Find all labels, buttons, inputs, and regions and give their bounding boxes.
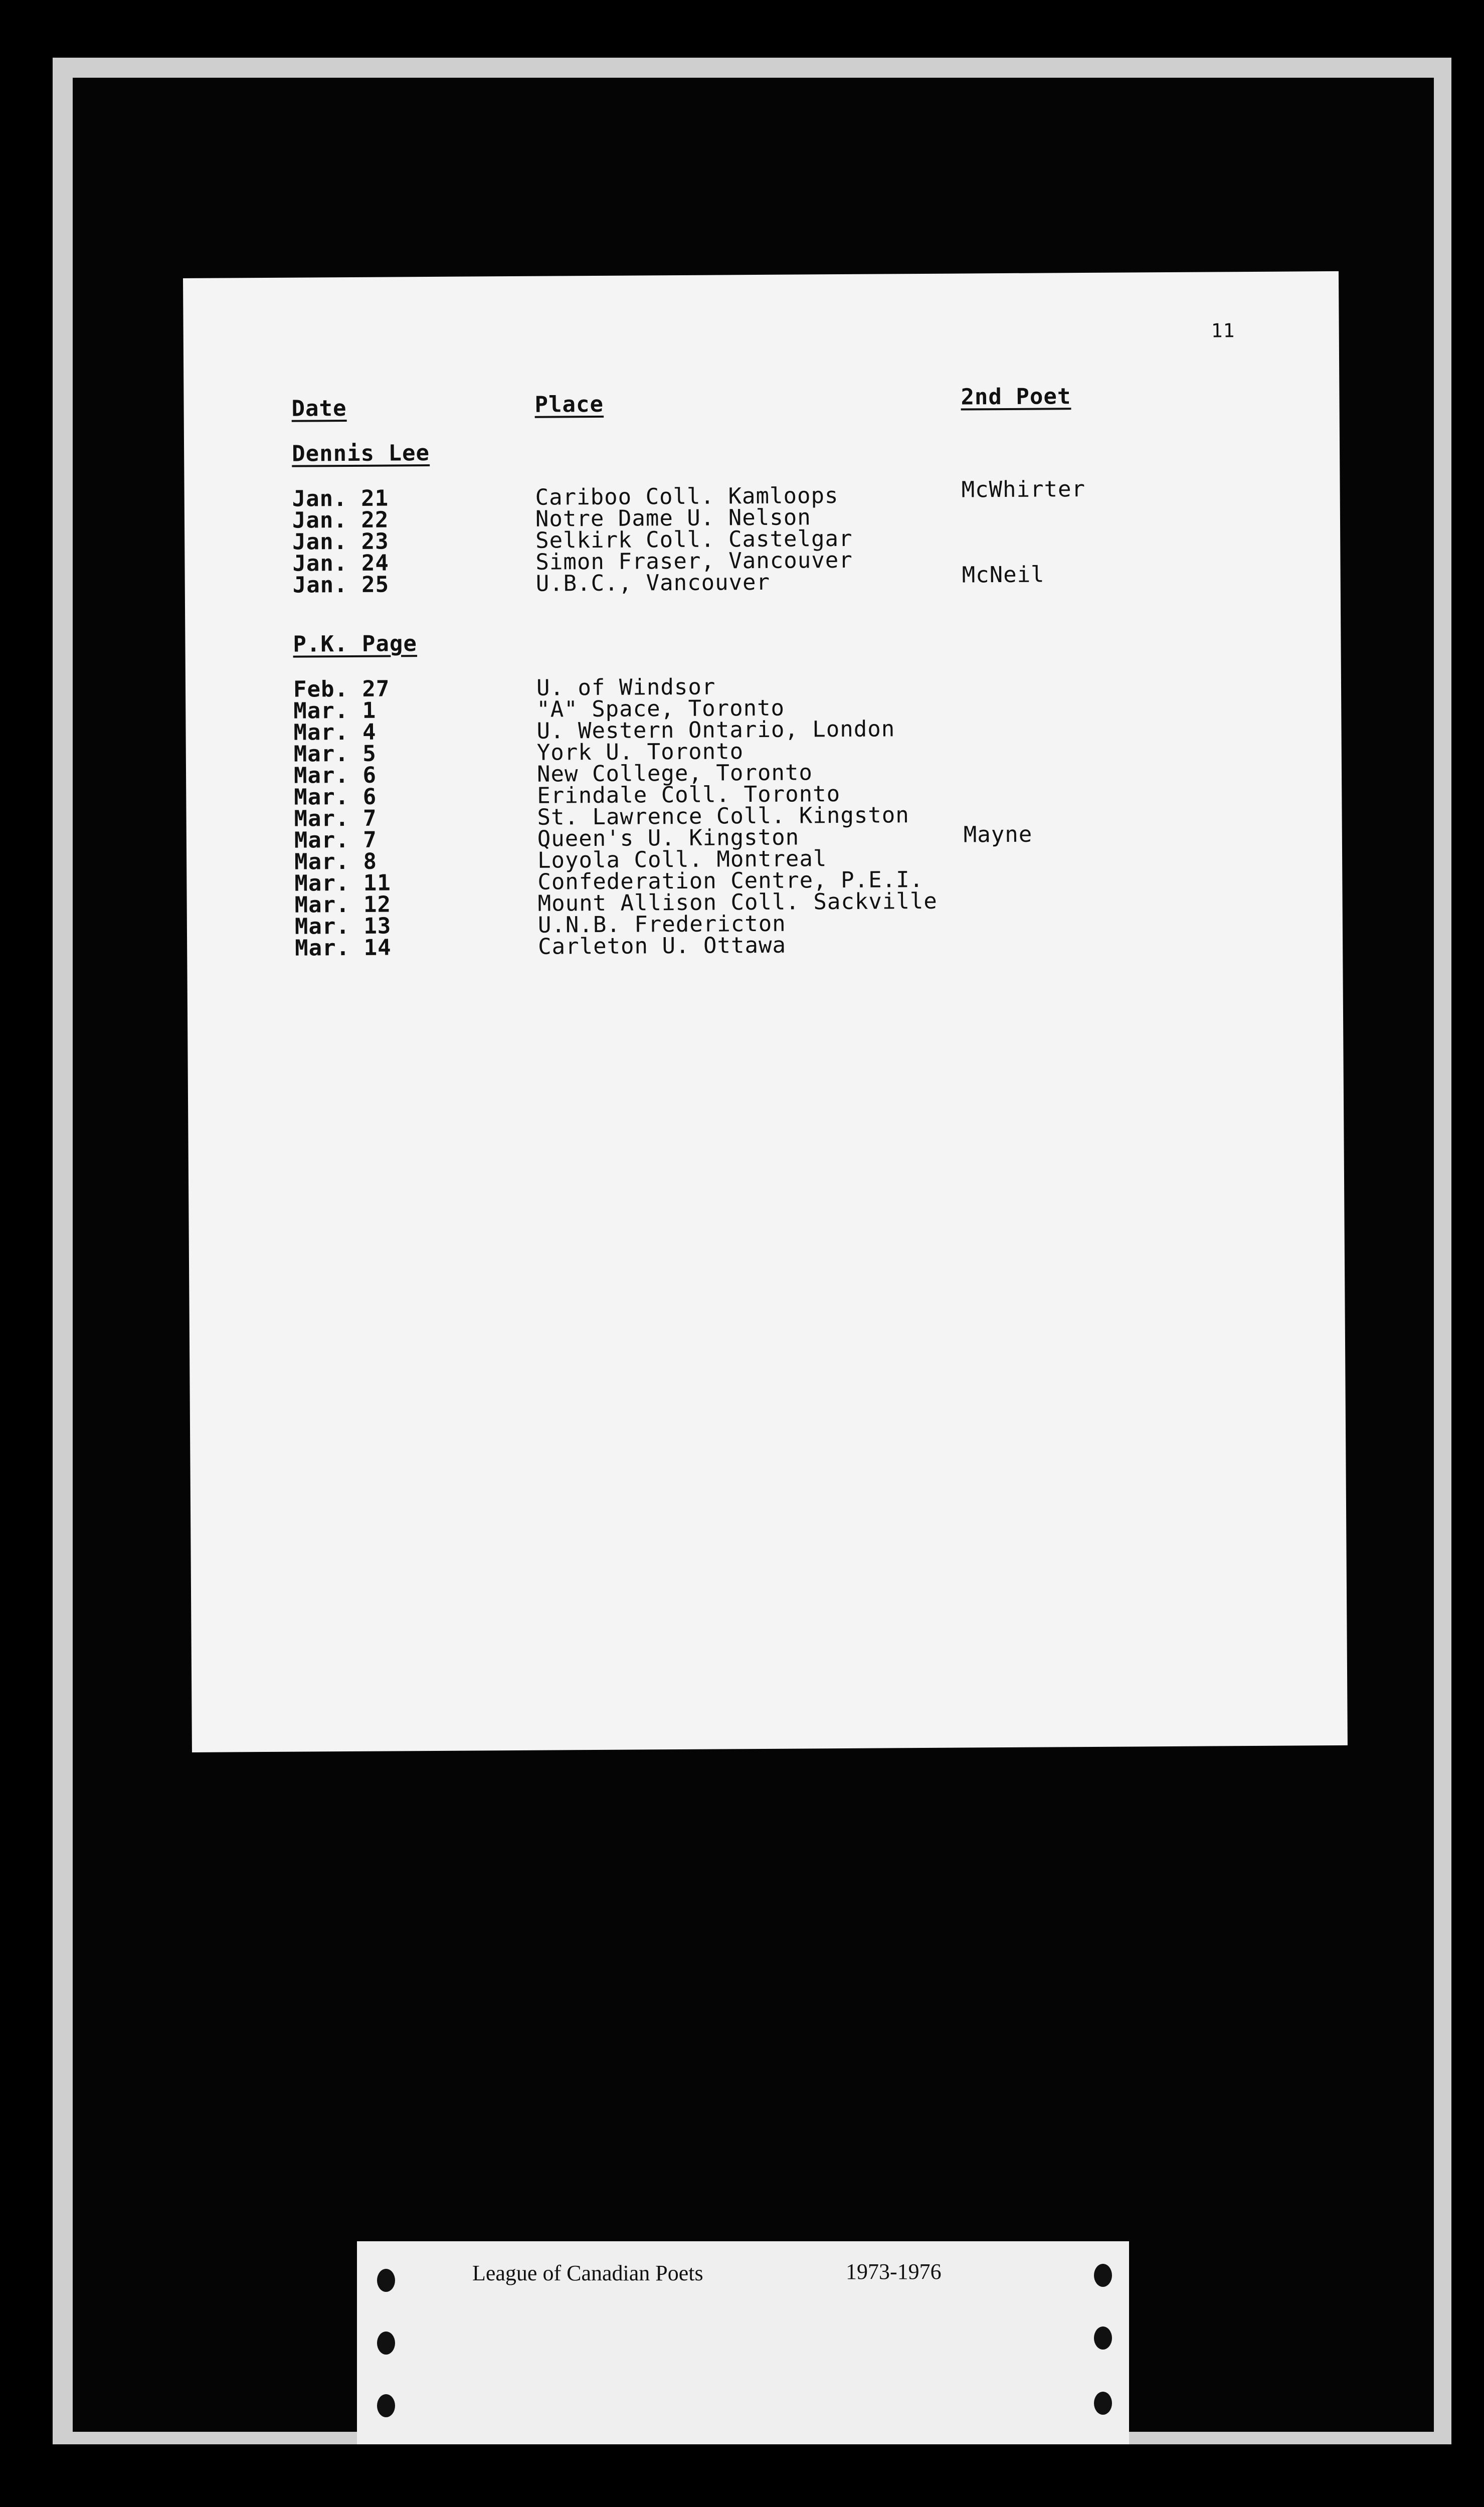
punch-hole bbox=[377, 2394, 395, 2417]
reading-date: Mar. 14 bbox=[295, 935, 392, 961]
reading-date: Mar. 5 bbox=[293, 741, 377, 767]
reading-date: Mar. 1 bbox=[293, 697, 377, 724]
page-number: 11 bbox=[1211, 319, 1235, 342]
section-heading-dennis-lee: Dennis Lee bbox=[291, 440, 430, 467]
reading-place: Mount Allison Coll. Sackville bbox=[537, 888, 938, 917]
punch-hole bbox=[1094, 2392, 1112, 2415]
punch-hole bbox=[377, 2332, 395, 2355]
date-column-header: Date bbox=[291, 396, 347, 422]
reading-date: Mar. 6 bbox=[294, 784, 377, 810]
reading-date: Jan. 22 bbox=[292, 507, 389, 533]
reading-date: Mar. 13 bbox=[294, 913, 392, 940]
reading-place: Selkirk Coll. Castelgar bbox=[535, 525, 853, 554]
reading-place: Carleton U. Ottawa bbox=[538, 932, 787, 960]
reading-date: Mar. 6 bbox=[293, 762, 377, 789]
reading-place: York U. Toronto bbox=[536, 739, 744, 766]
reading-place: New College, Toronto bbox=[536, 760, 813, 787]
reading-place: U. of Windsor bbox=[536, 674, 716, 701]
punch-hole bbox=[377, 2269, 395, 2292]
reading-date: Mar. 7 bbox=[294, 805, 377, 832]
reading-date: Feb. 27 bbox=[293, 676, 390, 702]
second-poet-column-header: 2nd Poet bbox=[961, 384, 1071, 410]
reading-date: Jan. 21 bbox=[292, 485, 389, 512]
punch-hole bbox=[1094, 2326, 1112, 2350]
reading-date: Mar. 4 bbox=[293, 719, 377, 746]
reading-place: Loyola Coll. Montreal bbox=[537, 846, 827, 873]
reading-place: Simon Fraser, Vancouver bbox=[535, 547, 853, 575]
reading-place: Confederation Centre, P.E.I. bbox=[537, 866, 924, 895]
reading-place: Erindale Coll. Toronto bbox=[537, 781, 841, 809]
reading-date: Jan. 24 bbox=[292, 550, 390, 577]
reading-place: U.N.B. Fredericton bbox=[537, 911, 786, 938]
reading-second-poet: McWhirter bbox=[961, 476, 1086, 503]
reading-place: U.B.C., Vancouver bbox=[535, 569, 771, 597]
reading-second-poet: Mayne bbox=[963, 821, 1033, 848]
document-page bbox=[183, 271, 1348, 1752]
collection-title: League of Canadian Poets bbox=[472, 2261, 703, 2285]
place-column-header: Place bbox=[534, 391, 604, 418]
section-heading-pk-page: P.K. Page bbox=[293, 631, 418, 657]
reading-place: Cariboo Coll. Kamloops bbox=[535, 483, 839, 510]
microfilm-label-strip bbox=[357, 2241, 1129, 2444]
reading-place: Queen's U. Kingston bbox=[537, 824, 800, 852]
reading-date: Mar. 8 bbox=[294, 848, 378, 875]
reading-place: "A" Space, Toronto bbox=[536, 695, 785, 723]
reading-place: Notre Dame U. Nelson bbox=[535, 504, 811, 532]
reading-date: Mar. 11 bbox=[294, 870, 391, 897]
reading-date: Mar. 7 bbox=[294, 827, 377, 853]
reading-date: Jan. 23 bbox=[292, 528, 389, 555]
reading-place: St. Lawrence Coll. Kingston bbox=[537, 802, 909, 830]
reading-date: Mar. 12 bbox=[294, 891, 392, 918]
reading-second-poet: McNeil bbox=[962, 562, 1045, 588]
collection-years: 1973-1976 bbox=[846, 2259, 942, 2284]
reading-date: Jan. 25 bbox=[292, 572, 390, 598]
reading-place: U. Western Ontario, London bbox=[536, 716, 895, 744]
punch-hole bbox=[1094, 2264, 1112, 2287]
